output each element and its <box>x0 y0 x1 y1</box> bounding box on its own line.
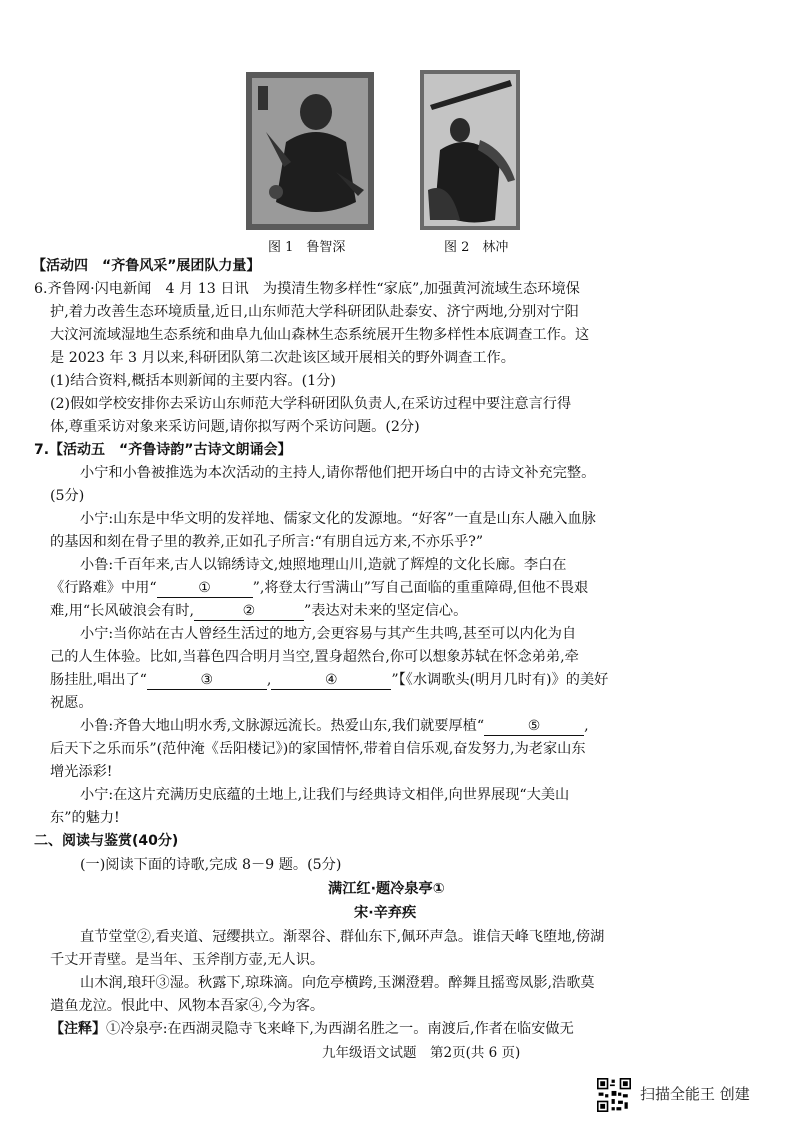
figure2-caption: 图 2 林冲 <box>444 240 509 255</box>
dialog-p3-line4: 祝愿。 <box>50 695 93 711</box>
activity5-intro-line1: 小宁和小鲁被推选为本次活动的主持人,请你帮他们把开场白中的古诗文补充完整。 <box>80 465 596 481</box>
scanner-watermark: 扫描全能王 创建 <box>640 1085 750 1103</box>
dialog-p4-line2: 后天下之乐而乐”(范仲淹《岳阳楼记》)的家国情怀,带着自信乐观,奋发努力,为老家山东 <box>50 741 586 757</box>
activity4-header: 【活动四 “齐鲁风采”展团队力量】 <box>32 258 261 274</box>
poem-line3: 山木润,琅玕③湿。秋露下,琼珠滴。向危亭横跨,玉渊澄碧。醉舞且摇鸾凤影,浩歌莫 <box>80 975 595 991</box>
qr-code-icon <box>597 1078 631 1112</box>
dialog-p3-line2: 己的人生体验。比如,当暮色四合明月当空,置身超然台,你可以想象苏轼在怀念弟弟,牵 <box>50 649 579 665</box>
note-label: 【注释】 <box>50 1021 106 1037</box>
p4-line1-comma: , <box>584 718 589 734</box>
q6-line1: 6.齐鲁网·闪电新闻 4 月 13 日讯 为摸清生物多样性“家底”,加强黄河流域生态环境保 <box>34 281 580 297</box>
dialog-p1-line1: 小宁:山东是中华文明的发祥地、儒家文化的发源地。“好客”一直是山东人融入血脉 <box>80 511 596 527</box>
section2-header: 二、阅读与鉴赏(40分) <box>34 833 179 849</box>
p2-line2-end: ”,将登太行雪满山”写自己面临的重重障碍,但他不畏艰 <box>252 580 589 596</box>
figure-lu-zhishen-image <box>246 72 374 230</box>
poem-author: 宋·辛弃疾 <box>354 905 417 921</box>
blank-4[interactable]: ④ <box>271 672 391 690</box>
q6-sub2-line2: 体,尊重采访对象来采访问题,请你拟写两个采访问题。(2分) <box>50 419 420 435</box>
poem-line1: 直节堂堂②,看夹道、冠缨拱立。渐翠谷、群仙东下,佩环声急。谁信天峰飞堕地,傍湖 <box>80 929 605 945</box>
poem-line4: 遣鱼龙泣。恨此中、风物本吾家④,今为客。 <box>50 998 325 1014</box>
dialog-p5-line2: 东”的魅力! <box>50 810 120 826</box>
lu-zhishen-illustration <box>246 72 374 230</box>
q6-sub2-line1: (2)假如学校安排你去采访山东师范大学科研团队负责人,在采访过程中要注意言行得 <box>50 396 572 412</box>
activity5-header: 7.【活动五 “齐鲁诗韵”古诗文朗诵会】 <box>34 442 292 458</box>
p2-line2-start: 《行路难》中用“ <box>50 580 157 596</box>
p2-line3-start: 难,用“长风破浪会有时, <box>50 603 194 619</box>
blank-5[interactable]: ⑤ <box>484 718 584 736</box>
p2-line3-end: ”表达对未来的坚定信心。 <box>303 603 468 619</box>
page-footer: 九年级语文试题 第2页(共 6 页) <box>322 1045 521 1061</box>
dialog-p1-line2: 的基因和刻在骨子里的教养,正如孔子所言:“有朋自远方来,不亦乐乎?” <box>50 534 484 550</box>
dialog-p4-line1 <box>80 716 589 736</box>
q6-line2: 护,着力改善生态环境质量,近日,山东师范大学科研团队赴泰安、济宁两地,分别对宁阳 <box>50 304 579 320</box>
q6-sub1: (1)结合资料,概括本则新闻的主要内容。(1分) <box>50 373 336 389</box>
dialog-p3-line1: 小宁:当你站在古人曾经生活过的地方,会更容易与其产生共鸣,甚至可以内化为自 <box>80 626 577 642</box>
p4-line1-start: 小鲁:齐鲁大地山明水秀,文脉源远流长。热爱山东,我们就要厚植“ <box>80 718 485 734</box>
dialog-p2-line1: 小鲁:千百年来,古人以锦绣诗文,烛照地理山川,造就了辉煌的文化长廊。李白在 <box>80 557 567 573</box>
figure1-caption: 图 1 鲁智深 <box>268 240 346 255</box>
figure-lin-chong-image <box>420 70 520 230</box>
poem-line2: 千丈开青壁。是当年、玉斧削方壶,无人识。 <box>50 952 325 968</box>
q6-line3: 大汶河流域湿地生态系统和曲阜九仙山森林生态系统展开生物多样性本底调查工作。这 <box>50 327 590 343</box>
note-text: ①冷泉亭:在西湖灵隐寺飞来峰下,为西湖名胜之一。南渡后,作者在临安做无 <box>106 1021 574 1037</box>
poem-title: 满江红·题冷泉亭① <box>328 881 445 897</box>
blank-3[interactable]: ③ <box>147 672 267 690</box>
dialog-p2-line3 <box>50 601 467 621</box>
dialog-p4-line3: 增光添彩! <box>50 764 113 780</box>
dialog-p3-line3 <box>50 670 608 690</box>
blank-1[interactable]: ① <box>157 580 253 598</box>
dialog-p5-line1: 小宁:在这片充满历史底蕴的土地上,让我们与经典诗文相伴,向世界展现“大美山 <box>80 787 570 803</box>
p3-line3-end: ”【《水调歌头(明月几时有)》的美好 <box>391 672 609 688</box>
p3-line3-start: 肠挂肚,唱出了“ <box>50 672 147 688</box>
p3-line3-comma: , <box>266 672 272 688</box>
blank-2[interactable]: ② <box>194 603 304 621</box>
lin-chong-illustration <box>420 70 520 230</box>
dialog-p2-line2 <box>50 578 588 598</box>
activity5-intro-line2: (5分) <box>50 488 85 504</box>
section2-sub: (一)阅读下面的诗歌,完成 8－9 题。(5分) <box>80 857 342 873</box>
q6-line4: 是 2023 年 3 月以来,科研团队第二次赴该区域开展相关的野外调查工作。 <box>50 350 515 366</box>
poem-note <box>50 1019 574 1039</box>
